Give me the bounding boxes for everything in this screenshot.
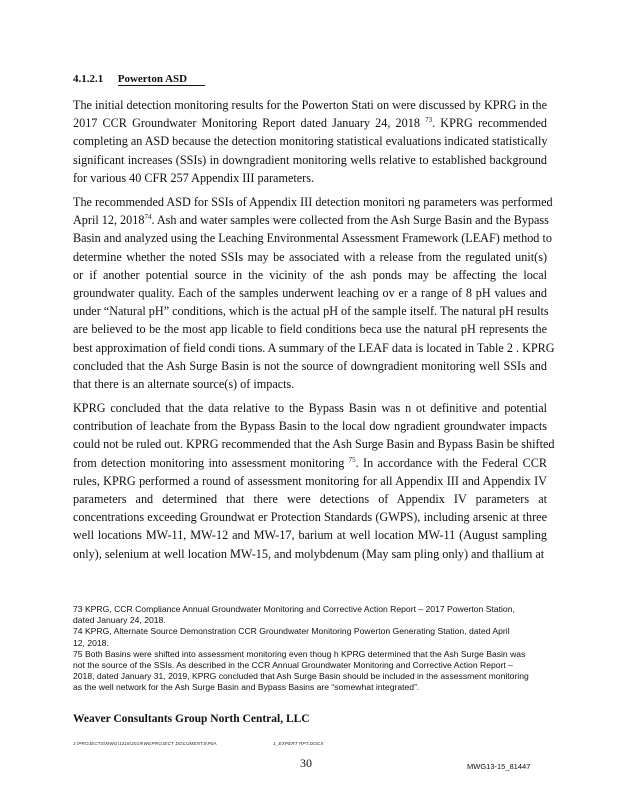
paragraph-line: best approximation of field condi tions. A summary of the LEAF data is located in Table 2 . KPRG [73, 340, 555, 355]
footnote-line: 2018, dated January 31, 2019, KPRG concluded that Ash Surge Basin should be included in the assessment monitoring [73, 671, 529, 682]
footnote-line: as the well network for the Ash Surge Basin and Bypass Basins are “somewhat integrated”. [73, 682, 420, 693]
footer-company: Weaver Consultants Group North Central, LLC [73, 713, 310, 725]
paragraph-2 [73, 193, 555, 393]
paragraph-3 [73, 399, 555, 563]
footnote-ref: 73 [425, 116, 433, 125]
paragraph-line: April 12, 2018$^{74}$. Ash and water samples were collected from the Ash Surge Basin and the Bypass [73, 213, 549, 228]
paragraph-line: Basin and analyzed using the Leaching Environmental Assessment Framework (LEAF) method to [73, 231, 552, 246]
paragraph-line: for various 40 CFR 257 Appendix III parameters. [73, 170, 314, 185]
document-id: MWG13-15_81447 [467, 762, 531, 771]
footnote [73, 626, 547, 648]
footnote-line: 74 KPRG, Alternate Source Demonstration CCR Groundwater Monitoring Powerton Generating Station, dated April [73, 626, 510, 637]
paragraph-line: rules, KPRG performed a round of assessment monitoring for all Appendix III and Appendix IV [73, 473, 547, 488]
paragraph-1 [73, 96, 547, 187]
page-number: 30 [300, 756, 312, 770]
footnote-line: 73 KPRG, CCR Compliance Annual Groundwater Monitoring and Corrective Action Report – 2017 Powerton Station, [73, 604, 515, 614]
paragraph-line: 2017 CCR Groundwater Monitoring Report dated January 24, 2018 $^{73}$. KPRG recommended [73, 116, 547, 131]
paragraph-line: determine whether the noted SSIs may be associated with a release from the regulated unit(s) [73, 249, 547, 264]
paragraph-line: contribution of leachate from the Bypass Basin to the local dow ngradient groundwater impacts [73, 419, 547, 434]
paragraph-line: The initial detection monitoring results for the Powerton Stati on were discussed by KPRG in the [73, 98, 547, 112]
paragraph-line: significant increases (SSIs) in downgradient monitoring wells relative to established background [73, 152, 547, 167]
footnote-line: dated January 24, 2018. [73, 615, 166, 626]
section-heading [73, 73, 205, 85]
footnote-line: 75 Both Basins were shifted into assessment monitoring even thoug h KPRG determined that the Ash Surge Basin was [73, 648, 526, 659]
paragraph-line: KPRG concluded that the data relative to the Bypass Basin was n ot definitive and potential [73, 401, 547, 415]
section-number: 4.1.2.1 [73, 73, 104, 85]
paragraph-line: that there is an alternate source(s) of impacts. [73, 377, 295, 392]
footnote-line: not the source of the SSIs. As described in the CCR Annual Groundwater Monitoring and Corrective Action Report – [73, 660, 513, 671]
footnote [73, 604, 547, 626]
paragraph-line: parameters and determined that there were detections of Appendix IV parameters at [73, 492, 547, 507]
paragraph-line: well locations MW-11, MW-12 and MW-17, barium at well location MW-11 (August sampling [73, 528, 547, 543]
paragraph-line: concluded that the Ash Surge Basin is not the source of downgradient monitoring well SSIs and [73, 358, 547, 373]
section-title: Powerton ASD [118, 73, 205, 86]
footer-path-right: 1_EXPERT RPT.DOCX [273, 741, 324, 746]
footnotes [73, 604, 547, 694]
footer-file-path [73, 741, 324, 746]
paragraph-line: could not be ruled out. KPRG recommended that the Ash Surge Basin and Bypass Basin be shifted [73, 437, 555, 452]
paragraph-line: or if another potential source in the vicinity of the ash ponds may be affecting the local [73, 267, 547, 282]
footnote-ref: 74 [144, 213, 152, 222]
footnote-ref: 75 [348, 455, 356, 464]
footnote [73, 649, 547, 694]
paragraph-line: groundwater quality. Each of the samples underwent leaching ov er a range of 8 pH values and [73, 286, 547, 301]
paragraph-line: are believed to be the most app licable to field conditions beca use the natural pH represents the [73, 322, 547, 337]
paragraph-line: under “Natural pH” conditions, which is the actual pH of the sample itself. The natural pH results [73, 304, 549, 319]
paragraph-line: The recommended ASD for SSIs of Appendix III detection monitori ng parameters was performed [73, 195, 553, 209]
footer-path-left: J:\PROJECTS\MWG\1316\2019\WGPROJECT DOCUMENTS\P0A [73, 741, 217, 746]
paragraph-line: completing an ASD because the detection monitoring statistical evaluations indicated statistically [73, 134, 548, 149]
paragraph-line: from detection monitoring into assessment monitoring $^{75}$. In accordance with the Federal CCR [73, 455, 548, 470]
paragraph-line: concentrations exceeding Groundwat er Protection Standards (GWPS), including arsenic at three [73, 510, 547, 525]
paragraph-line: only), selenium at well location MW-15, and molybdenum (May sam pling only) and thallium at [73, 546, 545, 561]
footnote-line: 12, 2018. [73, 637, 109, 648]
